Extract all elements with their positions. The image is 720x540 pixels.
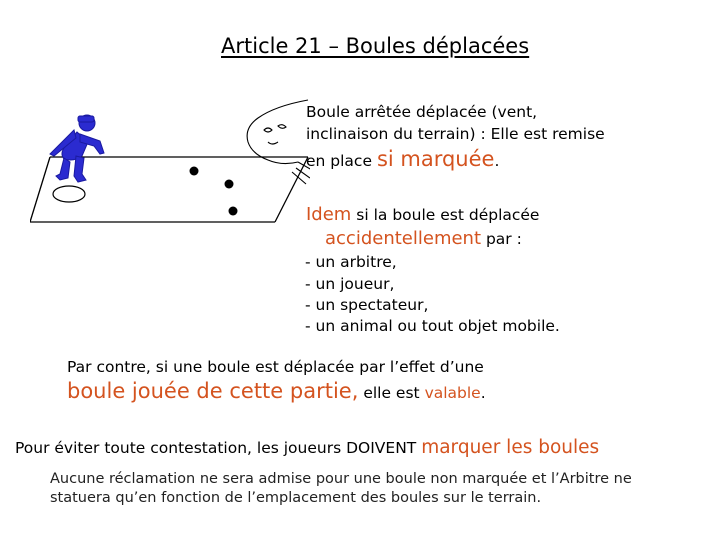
page-title: Article 21 – Boules déplacées (221, 34, 530, 58)
exception-middle: elle est (363, 384, 420, 402)
rule1-emphasis: si marquée (376, 147, 495, 171)
list-item: - un arbitre, (305, 253, 397, 271)
wind-face (247, 100, 310, 184)
rule2-line1-rest: si la boule est déplacée (356, 206, 540, 224)
player-figure (50, 115, 104, 182)
footnote: Aucune réclamation ne sera admise pour une boule non marquée et l’Arbitre ne statuera qu’en fonction de l’emplacement des boules sur le terrain. (50, 471, 632, 506)
avoid-line (15, 437, 599, 458)
petanque-illustration (30, 96, 310, 231)
avoid-emphasis: marquer les boules (421, 437, 600, 458)
rule1-line3-prefix: en place (306, 152, 372, 170)
rule2-accident: accidentellement (325, 228, 482, 249)
rule2-line1 (306, 204, 539, 225)
boule-markers (190, 167, 238, 216)
exception-end: . (480, 384, 486, 402)
exception-valable: valable (424, 384, 481, 402)
rule2-line2 (325, 228, 522, 249)
exception-emphasis: boule jouée de cette partie, (67, 379, 359, 403)
rule2-par: par : (485, 230, 522, 248)
exception-line2 (67, 379, 486, 403)
throwing-circle (53, 186, 85, 202)
avoid-text: Pour éviter toute contestation, les joueurs DOIVENT (15, 439, 417, 457)
terrain-outline (30, 157, 308, 222)
rule1-line3-suffix: . (494, 152, 500, 170)
rule1-line2: inclinaison du terrain) : Elle est remise (306, 125, 605, 143)
list-item: - un animal ou tout objet mobile. (305, 317, 560, 335)
rule1-line3 (306, 147, 499, 171)
rule1-line1: Boule arrêtée déplacée (vent, (306, 103, 538, 121)
list-item: - un joueur, (305, 275, 395, 293)
rule2-idem: Idem (306, 204, 352, 225)
list-item: - un spectateur, (305, 296, 429, 314)
exception-line1: Par contre, si une boule est déplacée par l’effet d’une (67, 358, 484, 376)
